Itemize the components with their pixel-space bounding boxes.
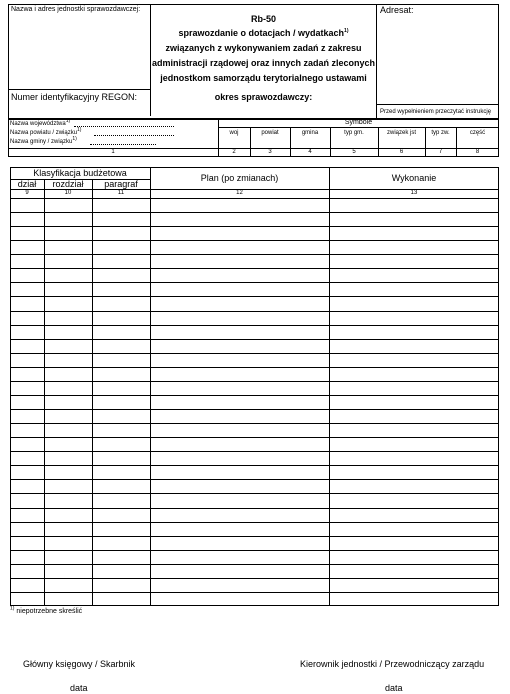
title-line-1: sprawozdanie o dotacjach / wydatkach [178, 28, 345, 38]
reporting-period-label: okres sprawozdawczy: [214, 92, 313, 102]
table-row-line [10, 240, 498, 241]
chief-accountant-title: Główny księgowy / Skarbnik [23, 659, 136, 669]
column-number-1: 1 [111, 149, 115, 155]
title-line-2: związanych z wykonywaniem zadań z zakresu [165, 43, 362, 53]
table-row-line [10, 282, 498, 283]
table-row-line [10, 212, 498, 213]
column-header-wykonanie: Wykonanie [391, 173, 437, 183]
symbol-number-3: 3 [268, 149, 272, 155]
symbol-zwiazek-jst: związek jst [386, 130, 416, 136]
column-number-10: 10 [64, 190, 72, 196]
table-row-line [10, 465, 498, 466]
symbol-czesc: część [469, 130, 486, 136]
symbol-typ-zw: typ zw. [431, 130, 450, 136]
table-row-line [10, 536, 498, 537]
footnote-marker: 1) [10, 605, 15, 612]
symbols-label: Symbole [344, 119, 373, 126]
table-row-line [10, 508, 498, 509]
table-row-line [10, 353, 498, 354]
entity-name-label: Nazwa i adres jednostki sprawozdawczej: [11, 6, 141, 13]
table-row-line [10, 325, 498, 326]
report-title [151, 28, 376, 84]
title-footnote-marker: 1) [344, 28, 349, 34]
column-header-rozdzial: rozdział [52, 179, 84, 189]
column-number-11: 11 [117, 190, 125, 196]
district-label: Nazwa powiatu / związku$^{1)}$ [10, 127, 82, 136]
instruction-note: Przed wypełnieniem przeczytać instrukcję [380, 109, 492, 115]
symbol-typ-gm: typ gm. [344, 130, 364, 136]
column-header-paragraf: paragraf [104, 179, 138, 189]
unit-head-date: data [385, 683, 403, 693]
symbol-number-6: 6 [399, 149, 404, 155]
commune-field[interactable] [90, 144, 156, 145]
column-header-plan: Plan (po zmianach) [200, 173, 279, 183]
column-number-9: 9 [25, 190, 29, 196]
symbol-number-7: 7 [438, 149, 443, 155]
table-row-line [10, 437, 498, 438]
table-row-line [10, 395, 498, 396]
regon-label: Numer identyfikacyjny REGON: [11, 92, 138, 102]
table-row-line [10, 339, 498, 340]
footnote-text: niepotrzebne skreślić [16, 608, 83, 615]
voivodeship-field[interactable] [74, 126, 174, 127]
district-field[interactable] [94, 135, 174, 136]
symbol-gmina: gmina [301, 130, 319, 136]
table-row-line [10, 423, 498, 424]
title-line-4: jednostkom samorządu terytorialnego ustawami [160, 73, 367, 83]
table-row-line [10, 451, 498, 452]
symbol-number-5: 5 [352, 149, 356, 155]
table-row-line [10, 578, 498, 579]
table-row-line [10, 522, 498, 523]
footnote [10, 605, 83, 616]
column-number-13: 13 [410, 190, 418, 196]
budget-classification-header: Klasyfikacja budżetowa [33, 168, 127, 178]
form-code: Rb-50 [250, 14, 276, 24]
table-row-line [10, 254, 498, 255]
symbol-number-8: 8 [475, 149, 480, 155]
symbol-number-4: 4 [308, 149, 312, 155]
table-row-line [10, 296, 498, 297]
table-row-line [10, 311, 498, 312]
symbol-powiat: powiat [261, 130, 279, 136]
table-row-line [10, 367, 498, 368]
table-row-line [10, 268, 498, 269]
chief-accountant-date: data [70, 683, 88, 693]
table-row-line [10, 381, 498, 382]
commune-label: Nazwa gminy / związku$^{1)}$ [10, 136, 77, 145]
table-row-line [10, 550, 498, 551]
column-number-12: 12 [236, 190, 243, 196]
table-row-line [10, 592, 498, 593]
voivodeship-label: Nazwa województwa$^{1)}$ [10, 118, 71, 127]
table-row-line [10, 564, 498, 565]
table-row-line [10, 226, 498, 227]
symbol-woj: woj [229, 130, 239, 136]
budget-table [10, 167, 499, 606]
unit-head-title: Kierownik jednostki / Przewodniczący zarządu [300, 659, 485, 669]
title-line-3: administracji rządowej oraz innych zadań zleconych [151, 58, 376, 68]
symbol-number-2: 2 [232, 149, 236, 155]
addressee-label: Adresat: [380, 5, 414, 15]
table-row-line [10, 479, 498, 480]
column-header-dzial: dział [17, 179, 37, 189]
table-row-line [10, 409, 498, 410]
table-row-line [10, 493, 498, 494]
